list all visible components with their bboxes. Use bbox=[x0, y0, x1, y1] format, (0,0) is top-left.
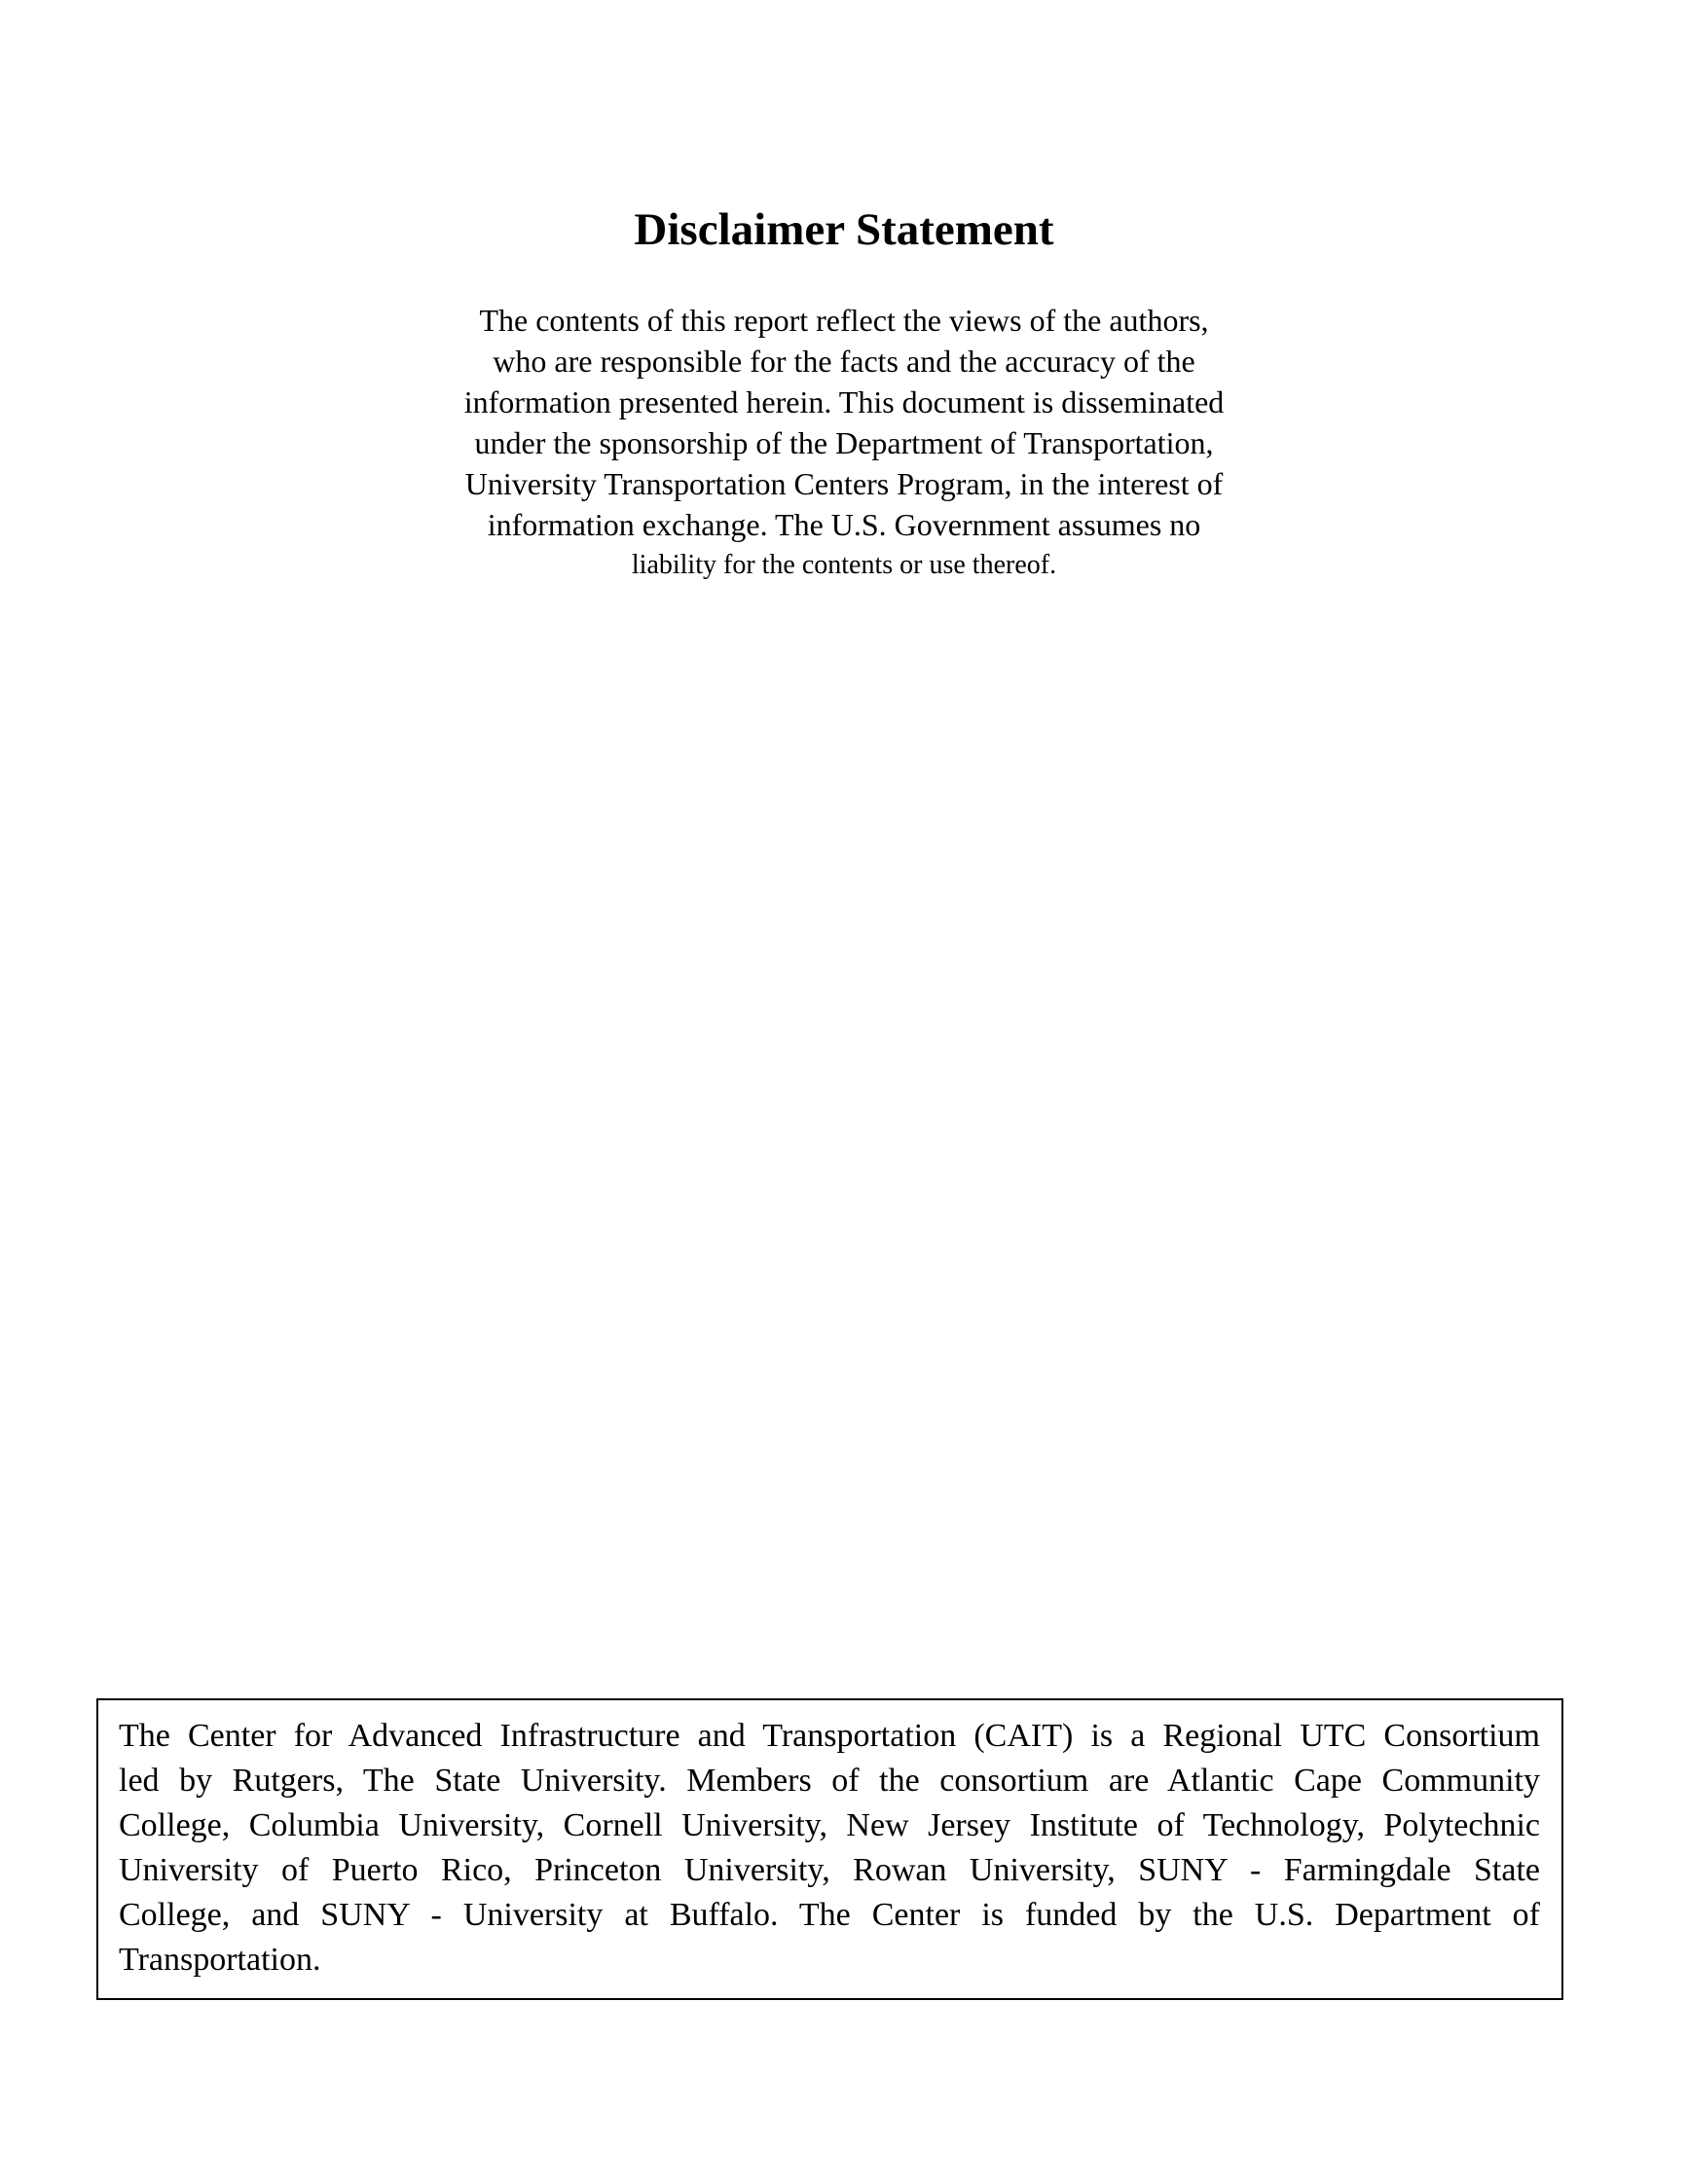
disclaimer-line: under the sponsorship of the Department of Transportation, bbox=[474, 425, 1214, 460]
page-title: Disclaimer Statement bbox=[634, 204, 1054, 255]
disclaimer-line: information presented herein. This document is disseminated bbox=[463, 384, 1225, 419]
cait-consortium-paragraph bbox=[119, 1714, 1540, 1983]
disclaimer-line: information exchange. The U.S. Government assumes no bbox=[487, 507, 1201, 542]
disclaimer-line: who are responsible for the facts and the accuracy of the bbox=[493, 344, 1195, 379]
disclaimer-line: liability for the contents or use thereof. bbox=[631, 550, 1057, 580]
cait-line: College, and SUNY - University at Buffalo. The Center is funded by the U.S. Department of bbox=[119, 1897, 1540, 1933]
cait-line: led by Rutgers, The State University. Members of the consortium are Atlantic Cape Community bbox=[119, 1763, 1540, 1799]
cait-consortium-box bbox=[96, 1698, 1563, 2000]
cait-line: University of Puerto Rico, Princeton University, Rowan University, SUNY - Farmingdale State bbox=[119, 1852, 1540, 1888]
cait-line: College, Columbia University, Cornell University, New Jersey Institute of Technology, Polytechnic bbox=[119, 1807, 1540, 1843]
disclaimer-line: University Transportation Centers Program, in the interest of bbox=[464, 466, 1224, 501]
disclaimer-paragraph bbox=[331, 300, 1357, 586]
cait-line: Transportation. bbox=[119, 1942, 321, 1978]
cait-line: The Center for Advanced Infrastructure and Transportation (CAIT) is a Regional UTC Consortium bbox=[119, 1718, 1540, 1754]
disclaimer-line: The contents of this report reflect the views of the authors, bbox=[479, 303, 1209, 338]
